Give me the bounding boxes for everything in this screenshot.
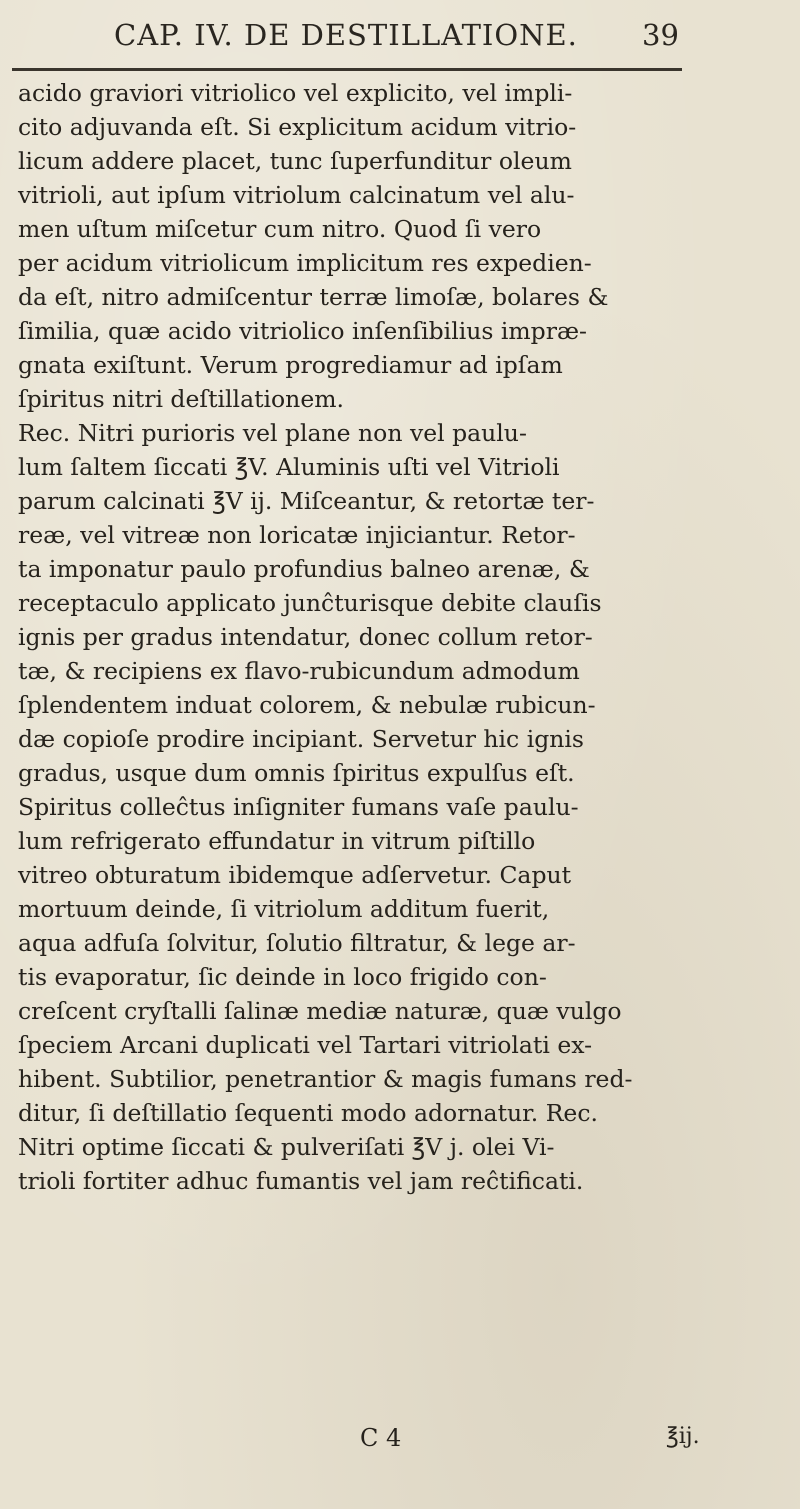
running-title: CAP. IV. DE DESTILLATIONE. [114,18,578,52]
signature-mark: C 4 [360,1424,402,1452]
page-header [0,14,800,64]
text-line: mortuum deinde, ſi vitriolum additum fuerit, [18,895,550,923]
text-line: ſplendentem induat colorem, & nebulæ rubicun- [18,691,596,719]
text-line: aqua adfuſa ſolvitur, ſolutio filtratur, & lege ar- [18,929,576,957]
text-line: tis evaporatur, ſic deinde in loco frigido con- [18,963,547,991]
text-line: ta imponatur paulo profundius balneo arenæ, & [18,555,590,583]
text-line: ignis per gradus intendatur, donec collum retor- [18,623,593,651]
text-line: ſpiritus nitri deſtillationem. [18,385,344,413]
text-line: men uſtum miſcetur cum nitro. Quod ſi vero [18,215,542,243]
text-line: reæ, vel vitreæ non loricatæ injiciantur. Retor- [18,521,576,549]
page-number: 39 [642,18,679,52]
text-line: ſimilia, quæ acido vitriolico inſenſibilius impræ- [18,317,587,345]
text-line: vitreo obturatum ibidemque adſervetur. Caput [18,861,572,889]
text-line: Nitri optime ſiccati & pulveriſati ℥V j. olei Vi- [18,1133,555,1161]
text-line: gnata exiſtunt. Verum progrediamur ad ipſam [18,351,563,379]
text-line: hibent. Subtilior, penetrantior & magis fumans red- [18,1065,633,1093]
page-footer [0,1424,800,1460]
text-line: parum calcinati ℥V ij. Miſceantur, & retortæ ter- [18,487,595,515]
text-line: trioli fortiter adhuc fumantis vel jam reĉtificati. [18,1167,584,1195]
text-line: lum refrigerato effundatur in vitrum piſtillo [18,827,536,855]
text-line: da eſt, nitro admiſcentur terræ limoſæ, bolares & [18,283,609,311]
text-line: creſcent cryſtalli ſalinæ mediæ naturæ, quæ vulgo [18,997,622,1025]
text-line: cito adjuvanda eſt. Si explicitum acidum vitrio- [18,113,577,141]
text-line: lum ſaltem ſiccati ℥V. Aluminis uſti vel Vitrioli [18,453,560,481]
text-line: gradus, usque dum omnis ſpiritus expulſus eſt. [18,759,575,787]
text-line: receptaculo applicato junĉturisque debite clauſis [18,589,602,617]
header-rule [12,68,682,71]
text-line: Spiritus colleĉtus inſigniter fumans vaſe paulu- [18,793,579,821]
text-line: per acidum vitriolicum implicitum res expedien- [18,249,592,277]
text-line: licum addere placet, tunc ſuperfunditur oleum [18,147,572,175]
text-line: tæ, & recipiens ex flavo-rubicundum admodum [18,657,580,685]
catchword: ℥ij. [666,1424,700,1449]
text-line: acido graviori vitriolico vel explicito, vel impli- [18,79,573,107]
text-line: vitrioli, aut ipſum vitriolum calcinatum vel alu- [18,181,575,209]
text-line: ditur, ſi deſtillatio ſequenti modo adornatur. Rec. [18,1099,598,1127]
text-line: dæ copioſe prodire incipiant. Servetur hic ignis [18,725,584,753]
text-line: ſpeciem Arcani duplicati vel Tartari vitriolati ex- [18,1031,593,1059]
text-line: Rec. Nitri purioris vel plane non vel paulu- [18,419,527,447]
body-text [18,76,718,1198]
